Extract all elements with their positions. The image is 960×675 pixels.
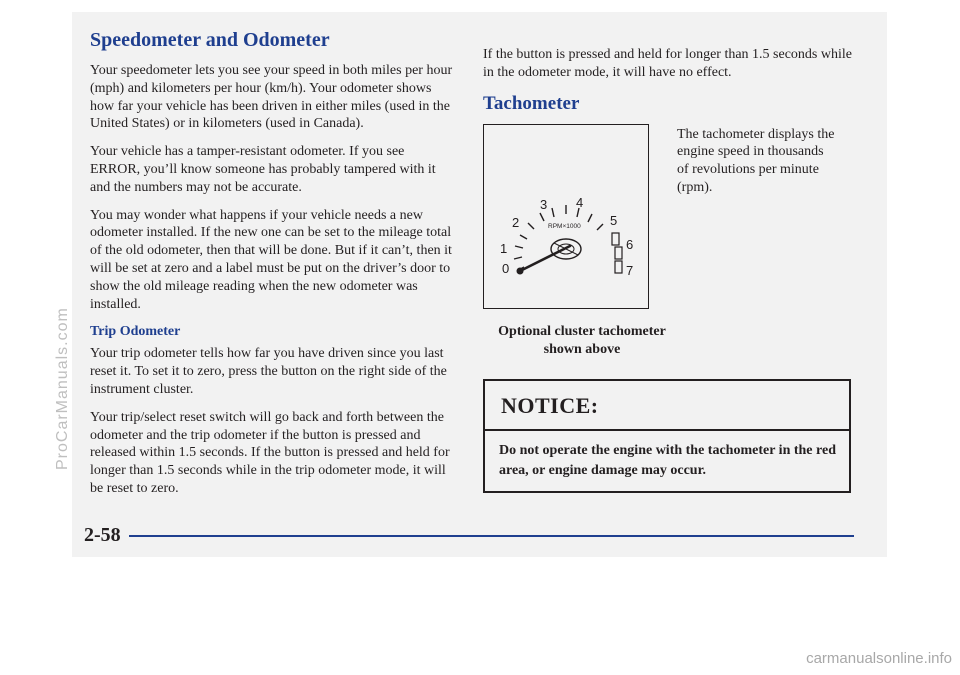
trip-paragraph-2: Your trip/select reset switch will go back and forth between the odometer and the trip odometer if the button is pressed and released within 1.5 seconds. If the button is pressed and held for longer than 1.5 seconds while in the trip odometer mode, it will be reset to zero. (90, 409, 450, 496)
gauge-number-3: 3 (540, 196, 548, 212)
tachometer-gauge (484, 125, 648, 308)
gauge-number-1: 1 (500, 240, 508, 256)
tachometer-illustration (483, 124, 649, 309)
trip-odometer-heading: Trip Odometer (90, 324, 181, 340)
site-logo: carmanualsonline.info (806, 650, 952, 667)
speedometer-heading: Speedometer and Odometer (90, 29, 330, 51)
right-column (483, 46, 853, 493)
page-number: 2-58 (84, 523, 121, 546)
gauge-number-7: 7 (626, 262, 634, 278)
gauge-ticks (514, 205, 603, 271)
footer-rule (129, 535, 854, 537)
tachometer-heading: Tachometer (483, 92, 580, 114)
left-column (90, 28, 458, 508)
trip-continuation: If the button is pressed and held for longer than 1.5 seconds while in the odometer mode, it will have no effect. (483, 47, 852, 80)
notice-text: Do not operate the engine with the tachometer in the red area, or engine damage may occur. (499, 442, 836, 478)
gauge-number-4: 4 (576, 194, 584, 210)
gauge-number-0: 0 (502, 260, 510, 276)
gauge-number-6: 6 (626, 236, 634, 252)
gauge-needle (517, 246, 571, 275)
gauge-number-2: 2 (512, 214, 520, 230)
watermark: ProCarManuals.com (54, 307, 71, 470)
redline-zone-icon (612, 233, 622, 273)
notice-title: NOTICE: (485, 381, 849, 431)
tachometer-caption: Optional cluster tachometer shown above (498, 323, 666, 357)
speedometer-paragraph-3: You may wonder what happens if your vehicle needs a new odometer installed. If the new one can be set to the mileage total of the old odometer, then that will be done. But if it can’t, then it will be set at zero and a label must be put on the driver’s door to show the old mileage reading when the new odometer was installed. (90, 207, 452, 312)
tachometer-row (483, 124, 853, 309)
trip-paragraph-1: Your trip odometer tells how far you have driven since you last reset it. To set it to zero, press the button on the right side of the instrument cluster. (90, 346, 447, 397)
speedometer-paragraph-1: Your speedometer lets you see your speed in both miles per hour (mph) and kilometers per hour (km/h). Your odometer shows how far your vehicle has been driven in either miles (used in the United States) or in kilometers (used in Canada). (90, 63, 453, 132)
gauge-number-5: 5 (610, 212, 618, 228)
page-footer (84, 520, 854, 550)
gauge-unit-label: RPM×1000 (548, 222, 581, 230)
tachometer-description: The tachometer displays the engine speed in thousands of revolutions per minute (rpm). (677, 126, 835, 195)
notice-box (483, 379, 851, 493)
speedometer-paragraph-2: Your vehicle has a tamper-resistant odometer. If you see ERROR, you’ll know someone has probably tampered with it and the numbers may not be accurate. (90, 144, 436, 195)
